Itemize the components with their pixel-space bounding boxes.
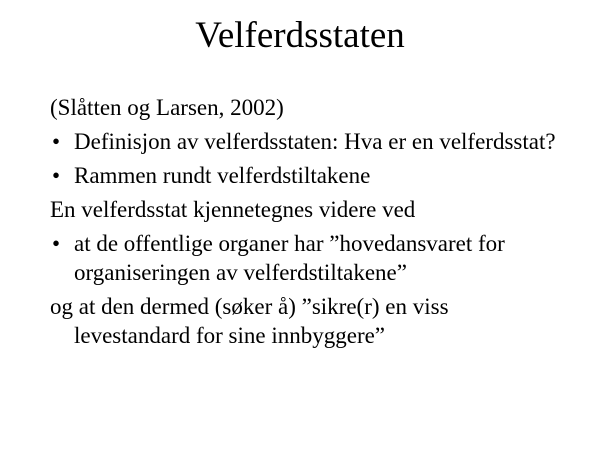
- bullet-item-framework: [50, 161, 570, 190]
- intro-line: En velferdsstat kjennetegnes videre ved: [50, 197, 416, 222]
- slide-title: Velferdsstaten: [195, 15, 405, 56]
- bullet-text: Definisjon av velferdsstaten: Hva er en velferdsstat?: [74, 129, 556, 154]
- bullet-text: Rammen rundt velferdstiltakene: [74, 163, 371, 188]
- citation-line: (Slåtten og Larsen, 2002): [50, 95, 284, 120]
- bullet-text: at de offentlige organer har ”hovedansvaret for organiseringen av velferdstiltakene”: [74, 231, 505, 285]
- bullet-dot-icon: •: [52, 129, 61, 154]
- slide-body: [50, 93, 570, 355]
- closing-line: og at den dermed (søker å) ”sikre(r) en viss levestandard for sine innbyggere”: [50, 294, 449, 348]
- bullet-dot-icon: •: [52, 163, 61, 188]
- bullet-dot-icon: •: [52, 231, 61, 256]
- bullet-item-responsibility: [50, 229, 570, 287]
- bullet-item-definition: [50, 127, 570, 156]
